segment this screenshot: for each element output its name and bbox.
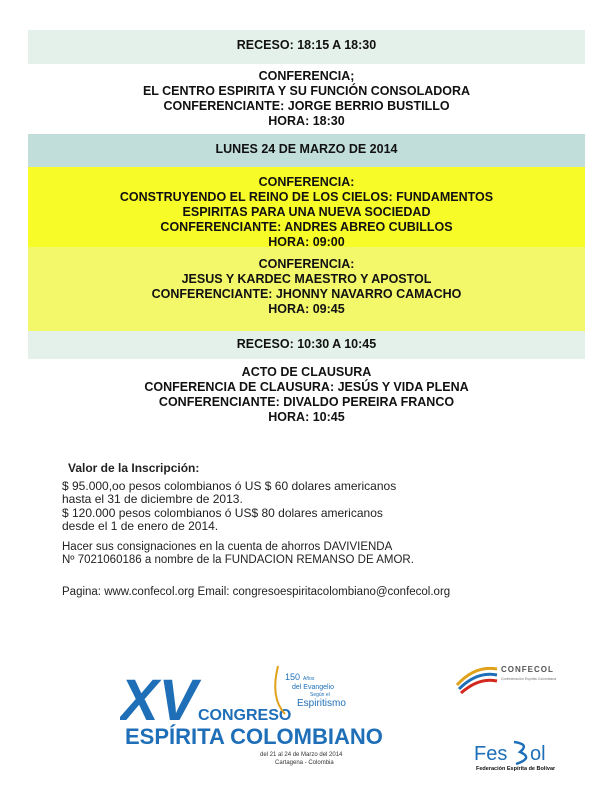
logo-150-text: 150 (285, 672, 301, 682)
row-text: RECESO: 18:15 A 18:30 (236, 38, 377, 52)
row-text: LUNES 24 DE MARZO DE 2014 (215, 142, 398, 156)
confecol-logo (455, 655, 575, 700)
fesbol-b-mark (514, 742, 526, 764)
logo-evangelio-text: del Evangelio (292, 684, 335, 691)
row-text: JESUS Y KARDEC MAESTRO Y APOSTOL (181, 272, 432, 286)
price-2-line-2: desde el 1 de enero de 2014. (62, 519, 219, 533)
row-text: EL CENTRO ESPIRITA Y SU FUNCIÓN CONSOLADORA (142, 84, 471, 98)
congreso-logo (120, 658, 400, 778)
row-text: CONFERENCIANTE: JHONNY NAVARRO CAMACHO (151, 287, 462, 301)
row-text: CONFERENCIA DE CLAUSURA: JESÚS Y VIDA PLENA (144, 380, 469, 394)
logo-segun-text: Según el (310, 692, 330, 698)
fesbol-subtitle: Federación Espírita de Bolívar (476, 766, 556, 772)
row-text: HORA: 09:00 (268, 235, 345, 249)
web-contact: Pagina: www.confecol.org Email: congresoespiritacolombiano@confecol.org (62, 585, 451, 598)
row-text: ACTO DE CLAUSURA (241, 365, 372, 379)
agenda-row-clausura (28, 359, 585, 437)
fesbol-prefix: Fes (474, 743, 508, 765)
deposit-line-1: Hacer sus consignaciones en la cuenta de ahorros DAVIVIENDA (62, 540, 393, 553)
logo-dates-text: del 21 al 24 de Marzo del 2014 (260, 752, 343, 758)
fesbol-logo (462, 730, 582, 780)
registration-title: Valor de la Inscripción: (68, 461, 200, 475)
row-text: CONFERENCIA: (258, 175, 355, 189)
row-text: RECESO: 10:30 A 10:45 (236, 337, 377, 351)
row-text: CONFERENCIA: (258, 257, 355, 271)
logo-anos-text: Años (303, 676, 315, 682)
agenda-row-conferencia-3 (28, 247, 585, 331)
agenda-row-date-header (28, 134, 585, 167)
row-text: HORA: 18:30 (268, 114, 345, 128)
price-1-line-1: $ 95.000,oo pesos colombianos ó US $ 60 dolares americanos (62, 478, 397, 493)
row-text: CONFERENCIA; (258, 69, 355, 83)
agenda-row-conferencia-2 (28, 167, 585, 247)
row-text: CONSTRUYENDO EL REINO DE LOS CIELOS: FUNDAMENTOS (119, 190, 494, 204)
registration-info (62, 462, 582, 599)
logo-espirita-text: ESPÍRITA COLOMBIANO (125, 724, 383, 749)
confecol-tagline: Confederación Espírita Colombiana (501, 677, 557, 681)
logo-congreso-text: CONGRESO (198, 707, 292, 724)
logo-espiritismo-text: Espiritismo (297, 698, 346, 709)
fesbol-suffix: ol (530, 743, 546, 765)
deposit-line-2: Nº 7021060186 a nombre de la FUNDACION REMANSO DE AMOR. (62, 554, 414, 566)
row-text: CONFERENCIANTE: JORGE BERRIO BUSTILLO (163, 99, 450, 113)
confecol-name: CONFECOL (501, 665, 554, 674)
agenda-table (28, 30, 585, 437)
agenda-row-receso-1 (28, 30, 585, 64)
logo-xv-text: XV (120, 668, 198, 733)
row-text: HORA: 10:45 (268, 410, 345, 424)
agenda-row-conferencia-1 (28, 64, 585, 134)
price-2-line-1: $ 120.000 pesos colombianos ó US$ 80 dolares americanos (62, 505, 383, 520)
logo-city-text: Cartagena - Colombia (275, 760, 334, 766)
row-text: CONFERENCIANTE: DIVALDO PEREIRA FRANCO (158, 395, 455, 409)
row-text: CONFERENCIANTE: ANDRES ABREO CUBILLOS (160, 220, 453, 234)
price-1-line-2: hasta el 31 de diciembre de 2013. (62, 492, 243, 506)
row-text: ESPIRITAS PARA UNA NUEVA SOCIEDAD (182, 205, 431, 219)
agenda-row-receso-2 (28, 331, 585, 359)
row-text: HORA: 09:45 (268, 302, 345, 316)
